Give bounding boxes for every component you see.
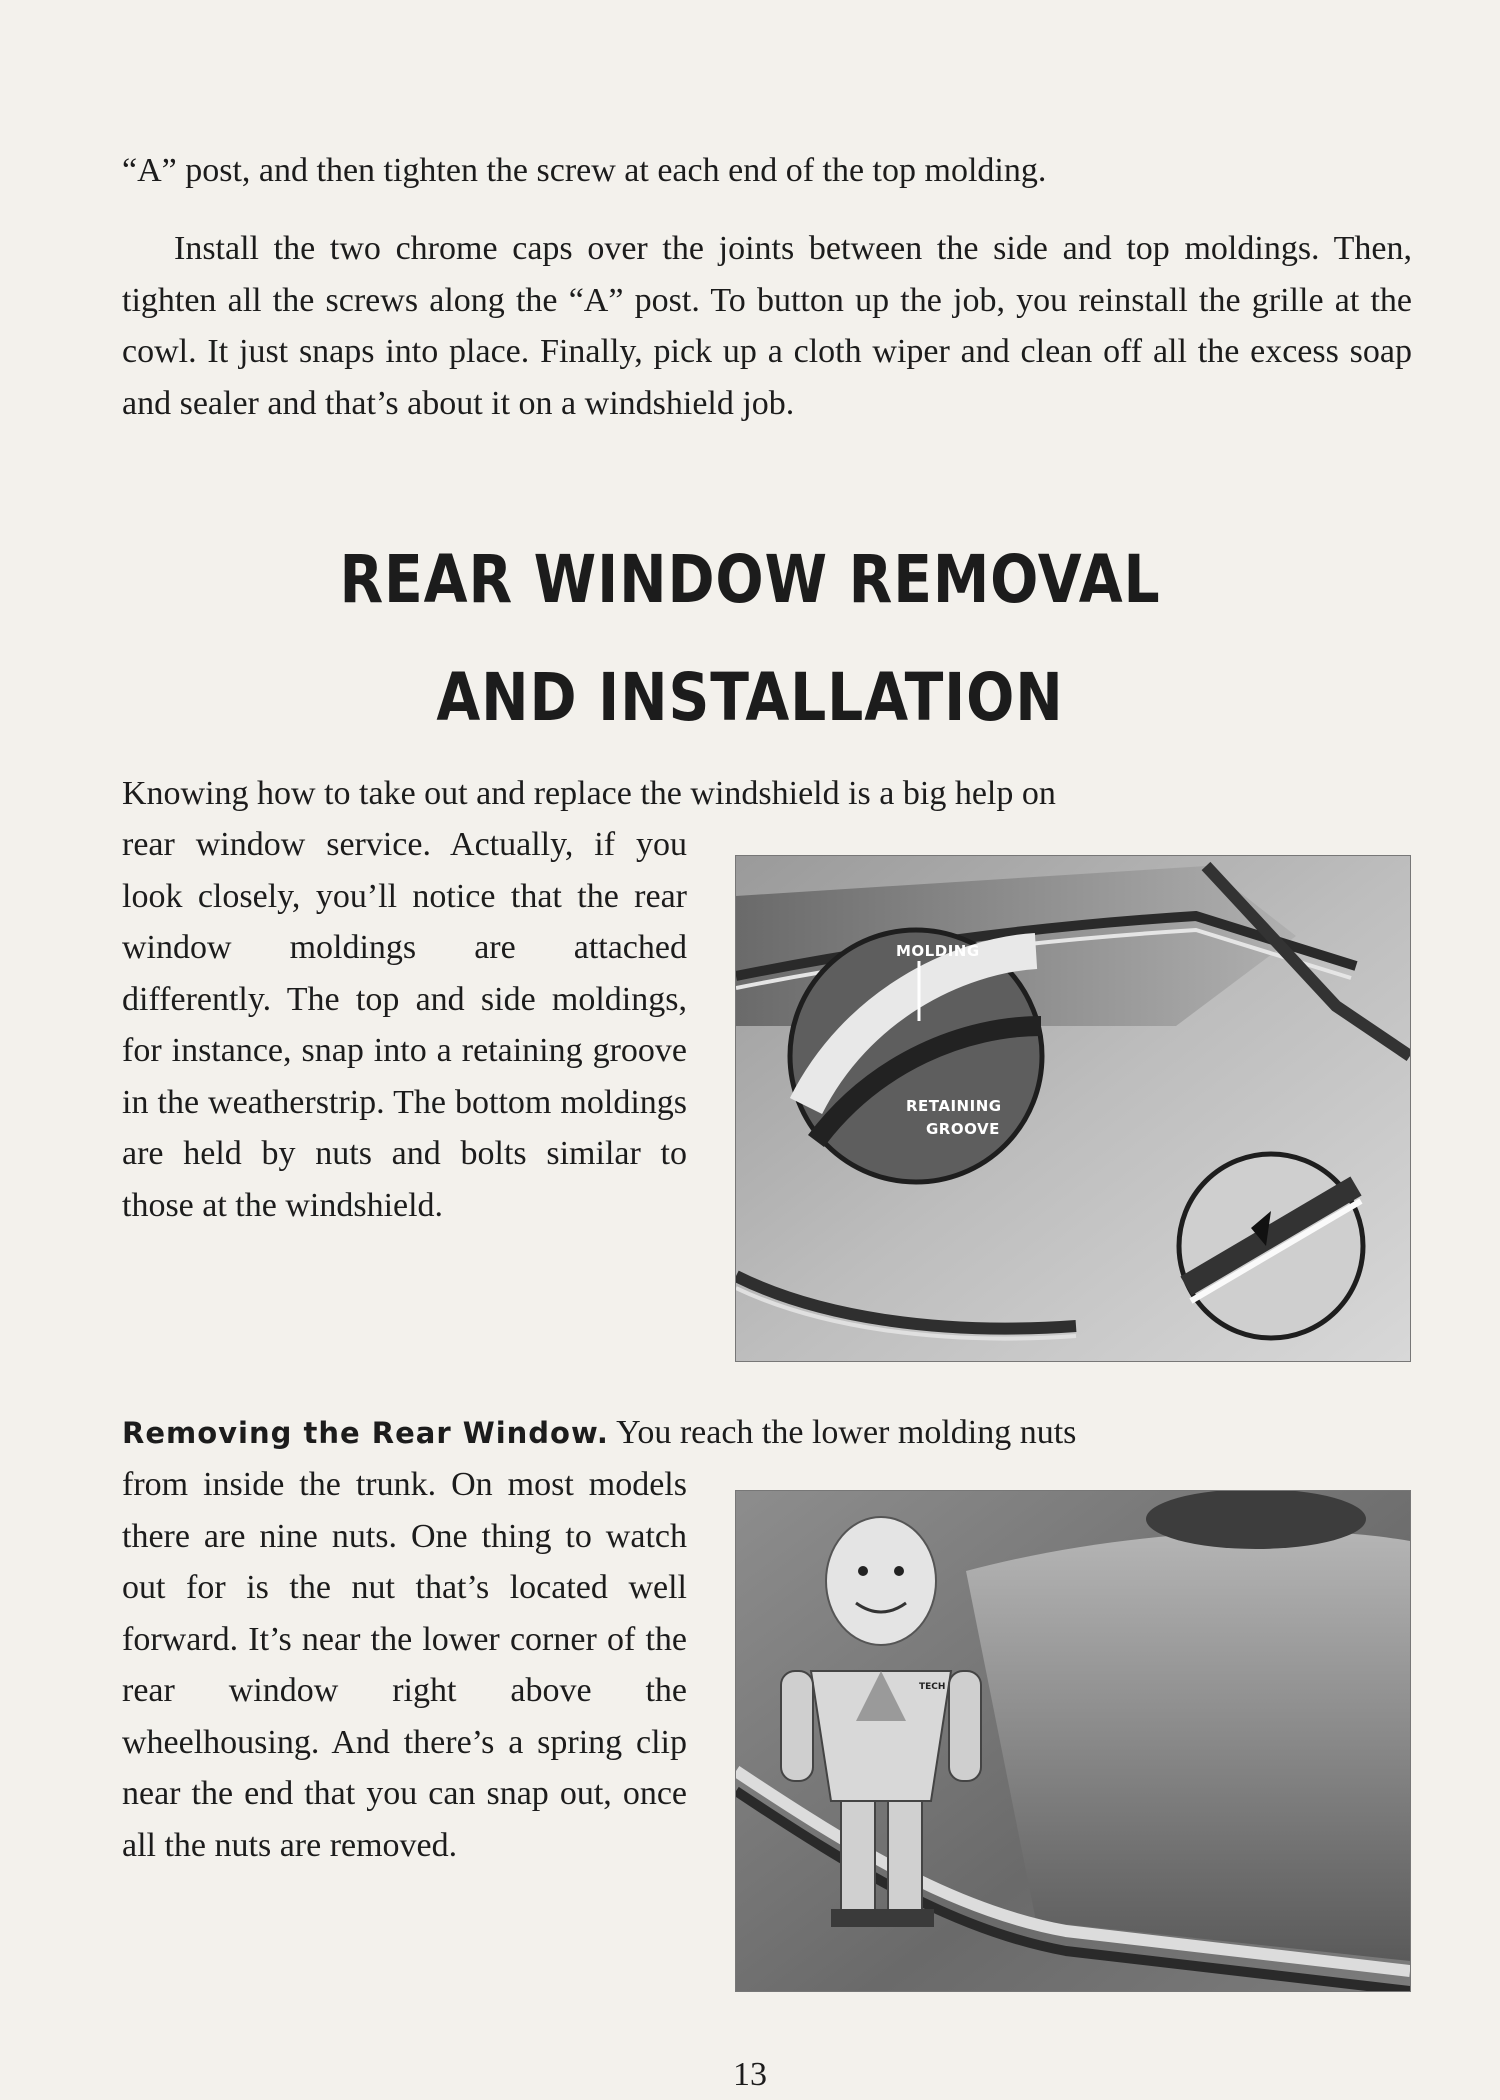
paragraph-trunk-nuts: from inside the trunk. On most models there are nine nuts. One thing to watch out for is the nut that’s located well forward. It’s near the lower corner of the rear window right above the wheelhousing. And there’s a spring clip near the end that you can snap out, once all the nuts are removed. [122, 1466, 687, 1864]
mascot-in-trunk-illustration [736, 1491, 1410, 1991]
retaining-callout-label: RETAINING [906, 1097, 1002, 1115]
paragraph-a-post: “A” post, and then tighten the screw at each end of the top molding. [122, 152, 1047, 189]
paragraph-removing-rear-window [122, 1407, 1412, 1460]
section-heading-line-2: AND INSTALLATION [436, 659, 1064, 736]
run-in-body: You reach the lower molding nuts [608, 1414, 1077, 1451]
molding-retaining-groove-photo [735, 855, 1411, 1362]
paragraph-chrome-caps: Install the two chrome caps over the joints between the side and top moldings. Then, tighten all the screws along the “A” post. To button up the job, you reinstall the grille at the cowl. It just snaps into place. Finally, pick up a cloth wiper and clean off all the excess soap and sealer and that’s about it on a windshield job. [122, 230, 1412, 422]
molding-callout-label: MOLDING [896, 942, 980, 960]
groove-callout-label: GROOVE [926, 1120, 1000, 1138]
rear-window-molding-illustration [736, 856, 1410, 1361]
trunk-mascot-photo [735, 1490, 1411, 1992]
paragraph-moldings: rear window service. Actually, if you look closely, you’ll notice that the rear window moldings are attached differently. The top and side moldings, for instance, snap into a retaining groove in the weatherstrip. The bottom moldings are held by nuts and bolts similar to those at the windshield. [122, 826, 687, 1224]
section-heading-line-1: REAR WINDOW REMOVAL [339, 541, 1161, 618]
paragraph-intro-full-width: Knowing how to take out and replace the windshield is a big help on [122, 775, 1056, 812]
mascot-badge: TECH [919, 1682, 946, 1692]
run-in-heading: Removing the Rear Window. [122, 1416, 609, 1450]
page-number: 13 [733, 2056, 767, 2093]
